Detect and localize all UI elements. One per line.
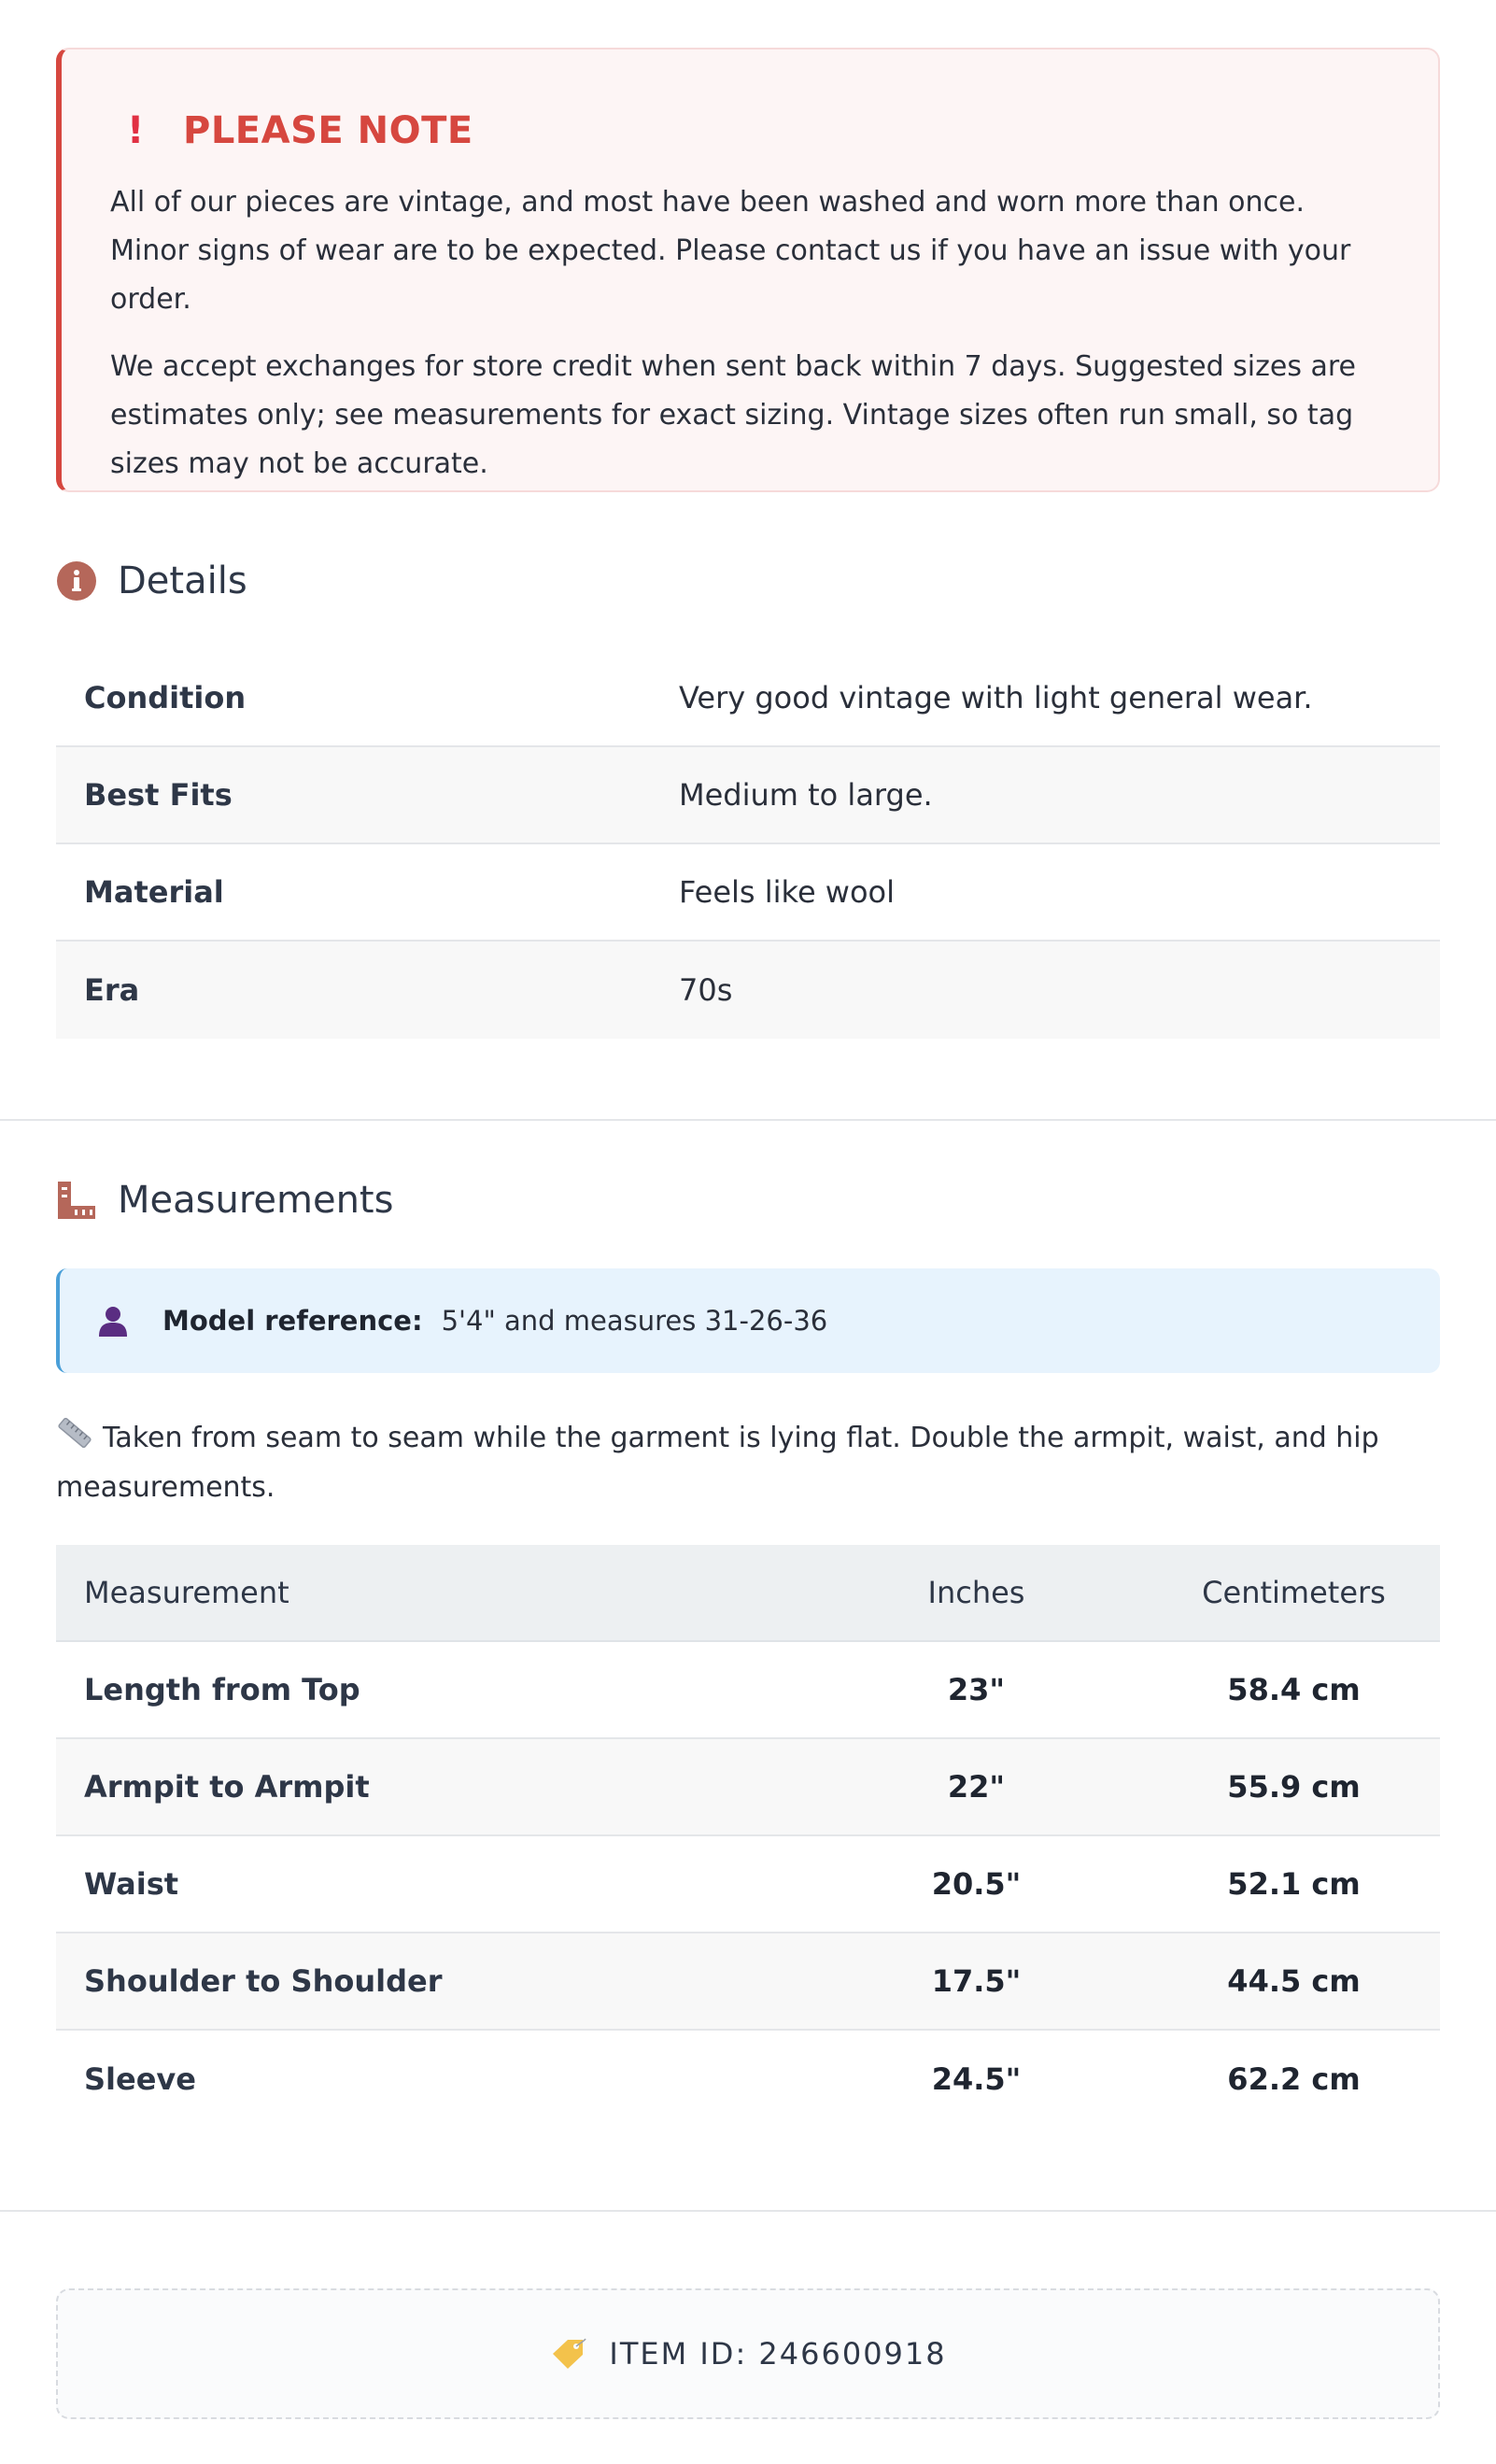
details-value: 70s: [679, 972, 733, 1008]
measurement-note: [56, 1414, 1440, 1512]
column-header-centimeters: Centimeters: [1202, 1575, 1386, 1610]
measurement-inches: 17.5": [931, 1963, 1022, 1999]
details-value: Feels like wool: [679, 874, 896, 910]
measurement-cm: 55.9 cm: [1227, 1769, 1361, 1805]
details-heading: [56, 553, 1440, 609]
person-icon: [97, 1305, 153, 1337]
section-divider: [0, 1119, 1496, 1121]
details-row-era: [56, 942, 1440, 1039]
column-header-measurement: Measurement: [84, 1575, 289, 1610]
notice-paragraph-2: We accept exchanges for store credit when sent back within 7 days. Suggested sizes are estimates only; see measurements for exact sizing. Vintage sizes often run small, so tag sizes may not be accurate.: [110, 350, 1357, 480]
measurement-name: Shoulder to Shoulder: [84, 1963, 443, 1999]
details-label: Condition: [84, 680, 247, 715]
item-id-label: ITEM ID: 246600918: [609, 2336, 947, 2372]
table-row: [56, 1836, 1440, 1933]
item-id-box: [56, 2288, 1440, 2419]
details-row-condition: [56, 650, 1440, 747]
model-reference-label: Model reference:: [162, 1305, 423, 1337]
notice-title: PLEASE NOTE: [183, 109, 473, 152]
details-label: Era: [84, 972, 140, 1008]
measurement-cm: 52.1 cm: [1227, 1866, 1361, 1902]
measurement-inches: 20.5": [931, 1866, 1022, 1902]
table-row: [56, 1642, 1440, 1739]
measurement-name: Length from Top: [84, 1672, 360, 1707]
details-value: Medium to large.: [679, 777, 933, 813]
model-reference-box: [56, 1268, 1440, 1373]
details-row-best-fits: [56, 747, 1440, 844]
measurements-title: Measurements: [118, 1179, 394, 1222]
measurements-heading: [56, 1172, 1440, 1228]
section-divider: [0, 2210, 1496, 2212]
measurement-inches: 23": [947, 1672, 1006, 1707]
notice-paragraph-1: All of our pieces are vintage, and most have been washed and worn more than once. Minor signs of wear are to be expected. Please contact us if you have an issue with your order.: [110, 186, 1351, 316]
column-header-inches: Inches: [927, 1575, 1025, 1610]
details-value: Very good vintage with light general wear.: [679, 680, 1313, 715]
details-label: Material: [84, 874, 224, 910]
please-note-box: [56, 48, 1440, 492]
notice-header: [110, 104, 1391, 158]
details-table: [56, 650, 1440, 1039]
ruler-emoji-icon: [56, 1415, 93, 1464]
measurement-inches: 22": [947, 1769, 1006, 1805]
measurement-name: Waist: [84, 1866, 179, 1902]
ruler-icon: [56, 1180, 97, 1221]
measurements-table: [56, 1545, 1440, 2128]
table-row: [56, 2031, 1440, 2128]
exclamation-icon: !: [127, 109, 145, 152]
measurement-name: Sleeve: [84, 2061, 196, 2097]
details-row-material: [56, 844, 1440, 942]
table-row: [56, 1933, 1440, 2031]
details-title: Details: [118, 559, 247, 602]
details-label: Best Fits: [84, 777, 233, 813]
measurement-cm: 62.2 cm: [1227, 2061, 1361, 2097]
measurement-name: Armpit to Armpit: [84, 1769, 370, 1805]
model-reference-value: 5'4" and measures 31-26-36: [441, 1305, 828, 1337]
measurement-cm: 44.5 cm: [1227, 1963, 1361, 1999]
measurement-note-text: Taken from seam to seam while the garment is lying flat. Double the armpit, waist, and hip measurements.: [56, 1422, 1379, 1504]
measurement-inches: 24.5": [931, 2061, 1022, 2097]
measurement-cm: 58.4 cm: [1227, 1672, 1361, 1707]
info-icon: [56, 560, 97, 602]
table-row: [56, 1739, 1440, 1836]
tag-icon: [549, 2337, 586, 2371]
table-header-row: [56, 1545, 1440, 1642]
